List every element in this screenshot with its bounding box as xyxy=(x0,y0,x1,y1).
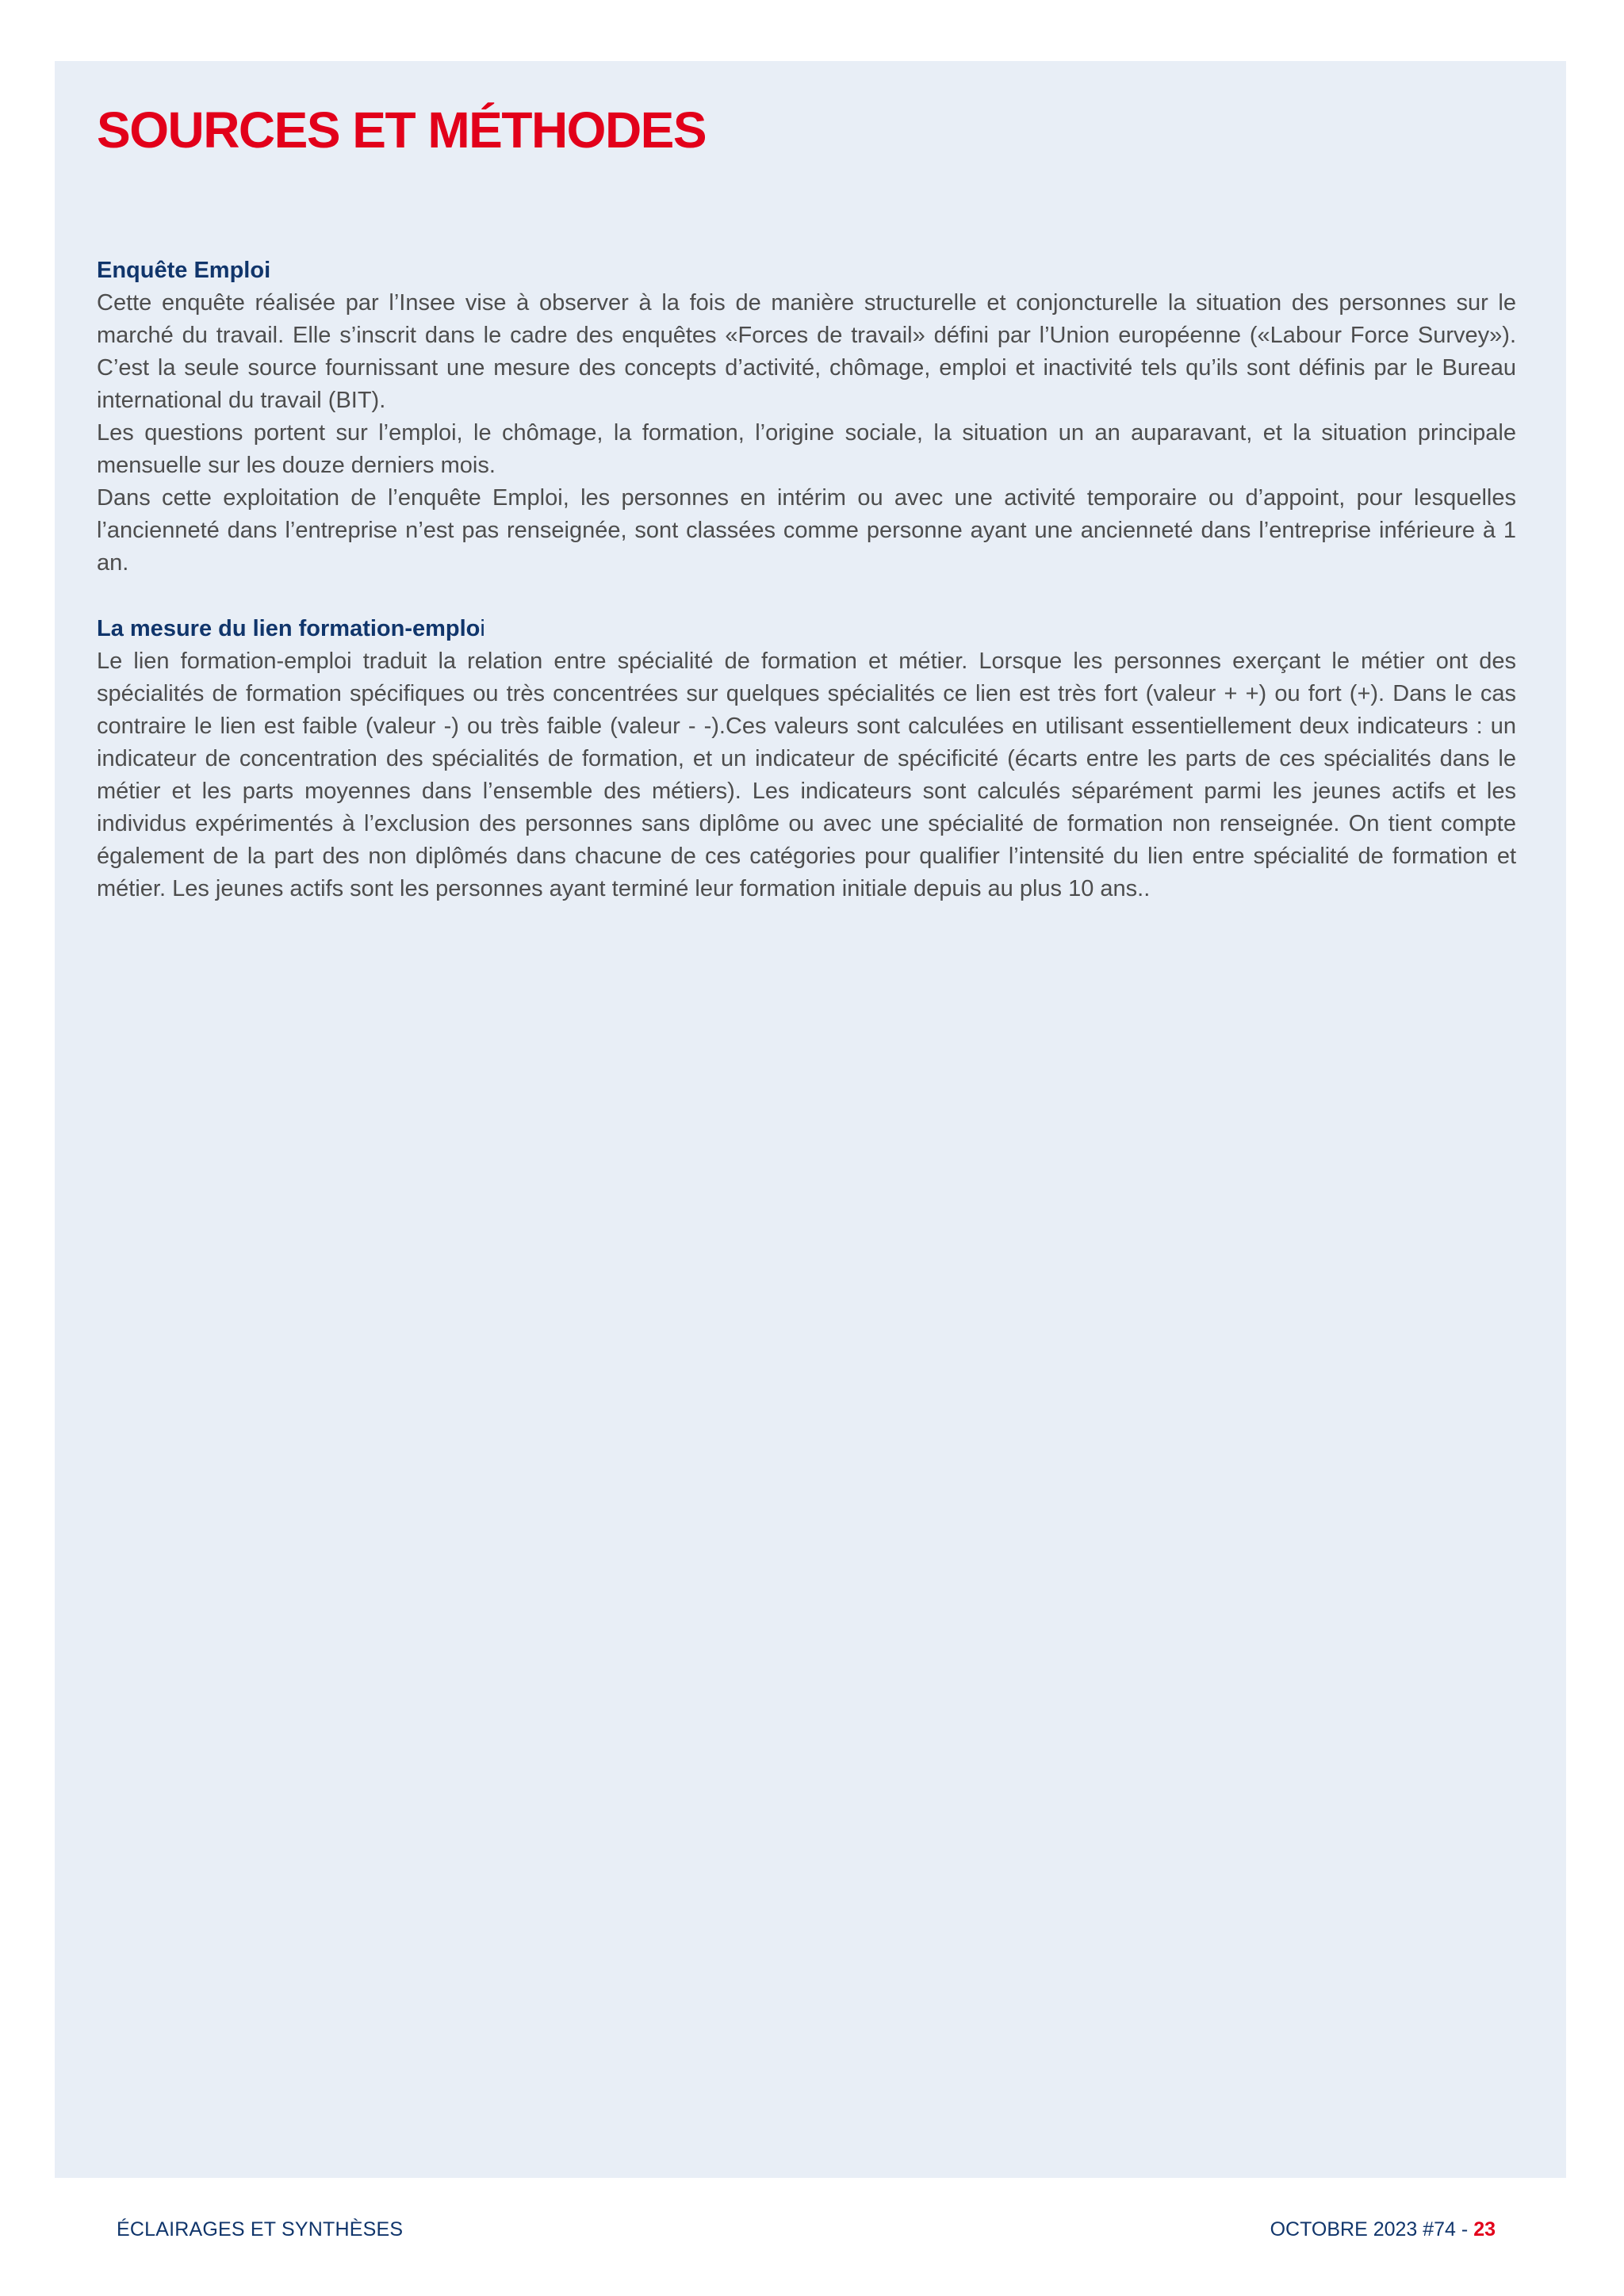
section-lien-formation-emploi xyxy=(97,613,1516,905)
section-heading-text: Enquête Emploi xyxy=(97,258,271,283)
section-enquete-emploi xyxy=(97,254,1516,580)
sources-methods-panel xyxy=(55,61,1566,2178)
footer-publication: ÉCLAIRAGES ET SYNTHÈSES xyxy=(117,2218,404,2241)
page-number: 23 xyxy=(1473,2218,1496,2241)
paragraph: Le lien formation-emploi traduit la relation entre spécialité de formation et métier. Lorsque les personnes exerçant le métier ont des spécialités de formation spécifiques ou très concentrées sur quelques spécialités ce lien est très fort (valeur + +) ou fort (+). Dans le cas contraire le lien est faible (valeur -) ou très faible (valeur - -).Ces valeurs sont calculées en utilisant essentiellement deux indicateurs : un indicateur de concentration des spécialités de formation, et un indicateur de spécificité (écarts entre les parts de ces spécialités dans le métier et les parts moyennes dans l’ensemble des métiers). Les indicateurs sont calculés séparément parmi les jeunes actifs et les individus expérimentés à l’exclusion des personnes sans diplôme ou avec une spécialité de formation non renseignée. On tient compte également de la part des non diplômés dans chacune de ces catégories pour qualifier l’intensité du lien entre spécialité de formation et métier. Les jeunes actifs sont les personnes ayant terminé leur formation initiale depuis au plus 10 ans.. xyxy=(97,649,1516,901)
section-heading xyxy=(97,613,1516,645)
section-heading-text: La mesure du lien formation-emplo xyxy=(97,616,481,641)
page-title: SOURCES ET MÉTHODES xyxy=(97,101,707,159)
paragraph: Dans cette exploitation de l’enquête Emploi, les personnes en intérim ou avec une activité temporaire ou d’appoint, pour lesquelles l’ancienneté dans l’entreprise n’est pas renseignée, sont classées comme personne ayant une ancienneté dans l’entreprise inférieure à 1 an. xyxy=(97,485,1516,576)
footer-issue xyxy=(1270,2218,1496,2241)
paragraph: Cette enquête réalisée par l’Insee vise à observer à la fois de manière structurelle et conjoncturelle la situation des personnes sur le marché du travail. Elle s’inscrit dans le cadre des enquêtes «Forces de travail» défini par l’Union européenne («Labour Force Survey»). C’est la seule source fournissant une mesure des concepts d’activité, chômage, emploi et inactivité tels qu’ils sont définis par le Bureau international du travail (BIT). xyxy=(97,290,1516,413)
paragraph: Les questions portent sur l’emploi, le chômage, la formation, l’origine sociale, la situation un an auparavant, et la situation principale mensuelle sur les douze derniers mois. xyxy=(97,420,1516,478)
section-heading-tail: i xyxy=(480,616,485,641)
footer-issue-text: OCTOBRE 2023 #74 - xyxy=(1270,2218,1474,2241)
section-heading xyxy=(97,254,1516,287)
content-body xyxy=(97,254,1516,939)
